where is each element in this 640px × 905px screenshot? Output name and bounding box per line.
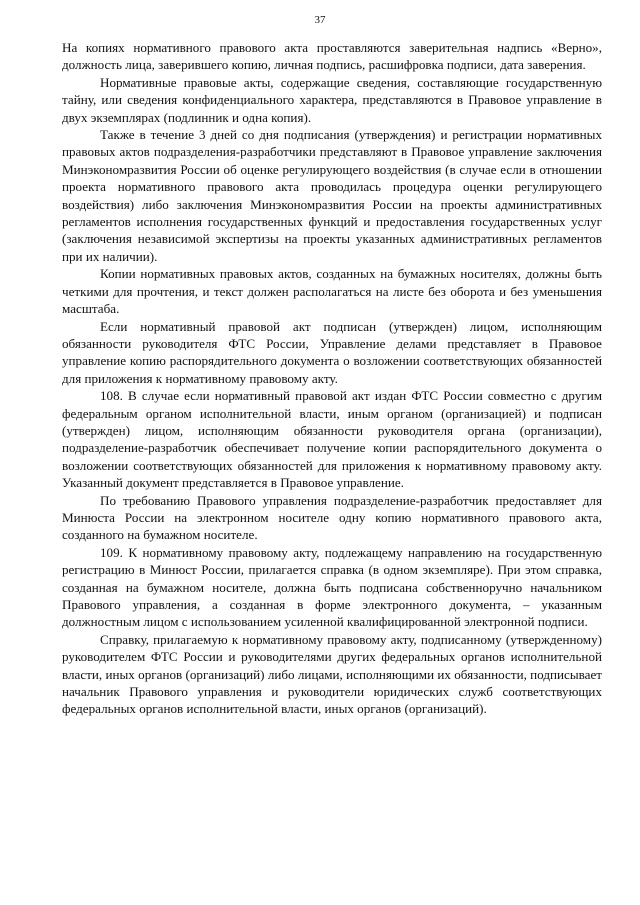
paragraph-acting-head: Если нормативный правовой акт подписан (утвержден) лицом, исполняющим обязанности руководителя ФТС России, Управление делами представляет в Правовое управление копию распорядительного документа о возложении соответствующих обязанностей для приложения к нормативному правовому акту.	[62, 318, 602, 386]
paragraph-certificate-signing: Справку, прилагаемую к нормативному правовому акту, подписанному (утвержденному) руководителем ФТС России и руководителями других федеральных органов исполнительной власти, иных органов (организаций) либо лицами, исполняющими их обязанности, подписывает начальник Правового управления и руководители юридических служб соответствующих федеральных органов исполнительной власти, иных органов (организаций).	[62, 631, 602, 717]
document-body	[62, 39, 602, 718]
paragraph-108: 108. В случае если нормативный правовой акт издан ФТС России совместно с другим федеральным органом исполнительной власти, иным органом (организацией) и подписан (утвержден) лицом, исполняющим обязанности руководителя органа (организации), подразделение-разработчик обеспечивает получение копии распорядительного документа о возложении соответствующих обязанностей для приложения к нормативному правовому акту. Указанный документ представляется в Правовое управление.	[62, 388, 602, 491]
paragraph-secret-acts: Нормативные правовые акты, содержащие сведения, составляющие государственную тайну, или сведения конфиденциального характера, представляются в Правовое управление в двух экземплярах (подлинник и одна копия).	[62, 74, 602, 125]
paragraph-paper-copies: Копии нормативных правовых актов, созданных на бумажных носителях, должны быть четкими для прочтения, и текст должен располагаться на листе без оборота и без уменьшения масштаба.	[62, 266, 602, 317]
paragraph-regulatory-impact: Также в течение 3 дней со дня подписания (утверждения) и регистрации нормативных правовых актов подразделения-разработчики представляют в Правовое управление заключения Минэкономразвития России об оценке регулирующего воздействия (в случае если в отношении проекта нормативного правового акта проводилась процедура оценки регулирующего воздействия) либо заключения Минэкономразвития России на проекты административных регламентов исполнения государственных функций и предоставления государственных услуг (заключения независимой экспертизы на проекты указанных административных регламентов при их наличии).	[62, 127, 602, 264]
paragraph-electronic-copy: По требованию Правового управления подразделение-разработчик предоставляет для Минюста России на электронном носителе одну копию нормативного правового акта, созданного на бумажном носителе.	[62, 492, 602, 543]
paragraph-certification: На копиях нормативного правового акта проставляются заверительная надпись «Верно», должность лица, заверившего копию, личная подпись, расшифровка подписи, дата заверения.	[62, 40, 602, 73]
paragraph-109: 109. К нормативному правовому акту, подлежащему направлению на государственную регистрацию в Минюст России, прилагается справка (в одном экземпляре). При этом справка, созданная на бумажном носителе, должна быть подписана собственноручно начальником Правового управления, а созданная в форме электронного документа, – указанным должностным лицом с использованием усиленной квалифицированной электронной подписи.	[62, 544, 602, 630]
page-number: 37	[314, 14, 326, 26]
